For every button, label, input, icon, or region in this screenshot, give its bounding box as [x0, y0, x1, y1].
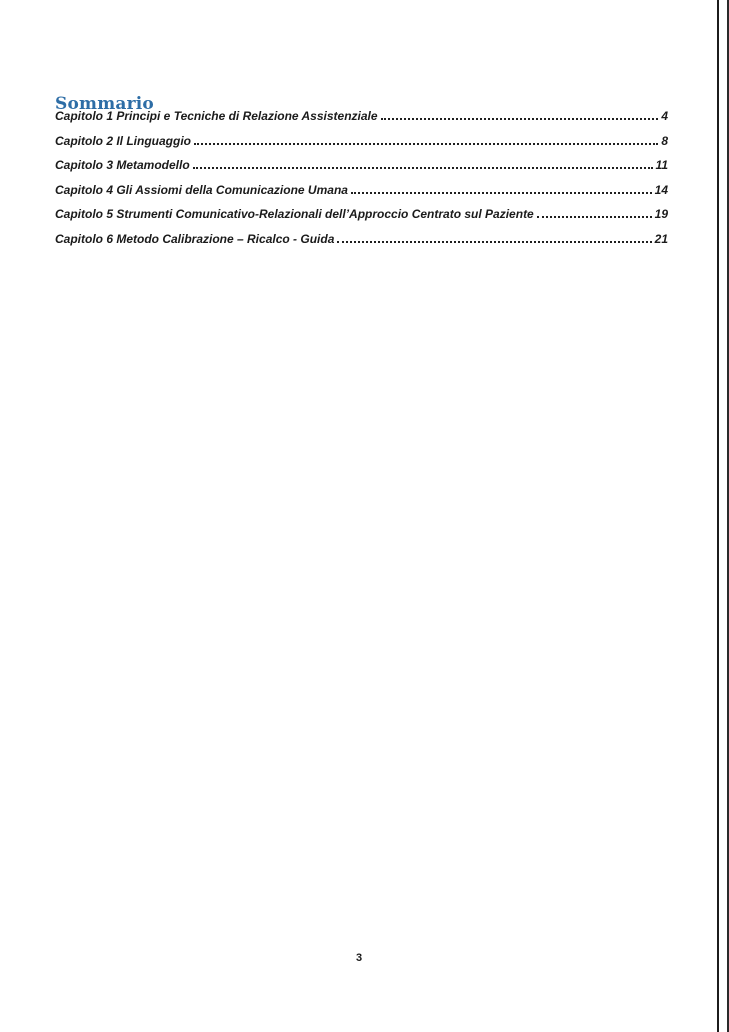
toc-dot-leader: [351, 190, 652, 194]
toc-entry-page-number: 11: [655, 158, 668, 172]
toc-entry[interactable]: [55, 232, 668, 257]
toc-dot-leader: [381, 116, 659, 120]
toc-entry-label: Capitolo 1 Principi e Tecniche di Relazione Assistenziale: [55, 109, 378, 123]
toc-entry-page-number: 8: [661, 133, 668, 148]
toc-dot-leader: [193, 165, 653, 169]
toc-entry[interactable]: [55, 109, 668, 134]
toc-entry[interactable]: [55, 134, 668, 159]
toc-entry-page-number: 19: [654, 207, 668, 221]
toc-entry[interactable]: [55, 207, 668, 232]
page-right-border: [717, 0, 719, 1032]
toc-entry-page-number: 14: [654, 182, 668, 197]
footer-page-number: 3: [355, 952, 363, 964]
toc-entry-page-number: 4: [661, 109, 668, 123]
toc-entry[interactable]: [55, 158, 668, 183]
toc-entry-label: Capitolo 6 Metodo Calibrazione – Ricalco - Guida: [55, 231, 335, 246]
toc-dot-leader: [194, 141, 658, 145]
toc-entry-page-number: 21: [654, 231, 668, 246]
toc-entry-label: Capitolo 4 Gli Assiomi della Comunicazione Umana: [55, 182, 348, 197]
toc-heading: Sommario: [55, 94, 154, 115]
toc-list: [55, 109, 668, 256]
toc-entry-label: Capitolo 5 Strumenti Comunicativo-Relazionali dell’Approccio Centrato sul Paziente: [55, 207, 534, 221]
toc-dot-leader: [537, 214, 652, 218]
toc-entry-label: Capitolo 3 Metamodello: [55, 158, 190, 172]
toc-entry[interactable]: [55, 183, 668, 208]
toc-entry-label: Capitolo 2 Il Linguaggio: [55, 133, 191, 148]
toc-dot-leader: [337, 239, 651, 243]
